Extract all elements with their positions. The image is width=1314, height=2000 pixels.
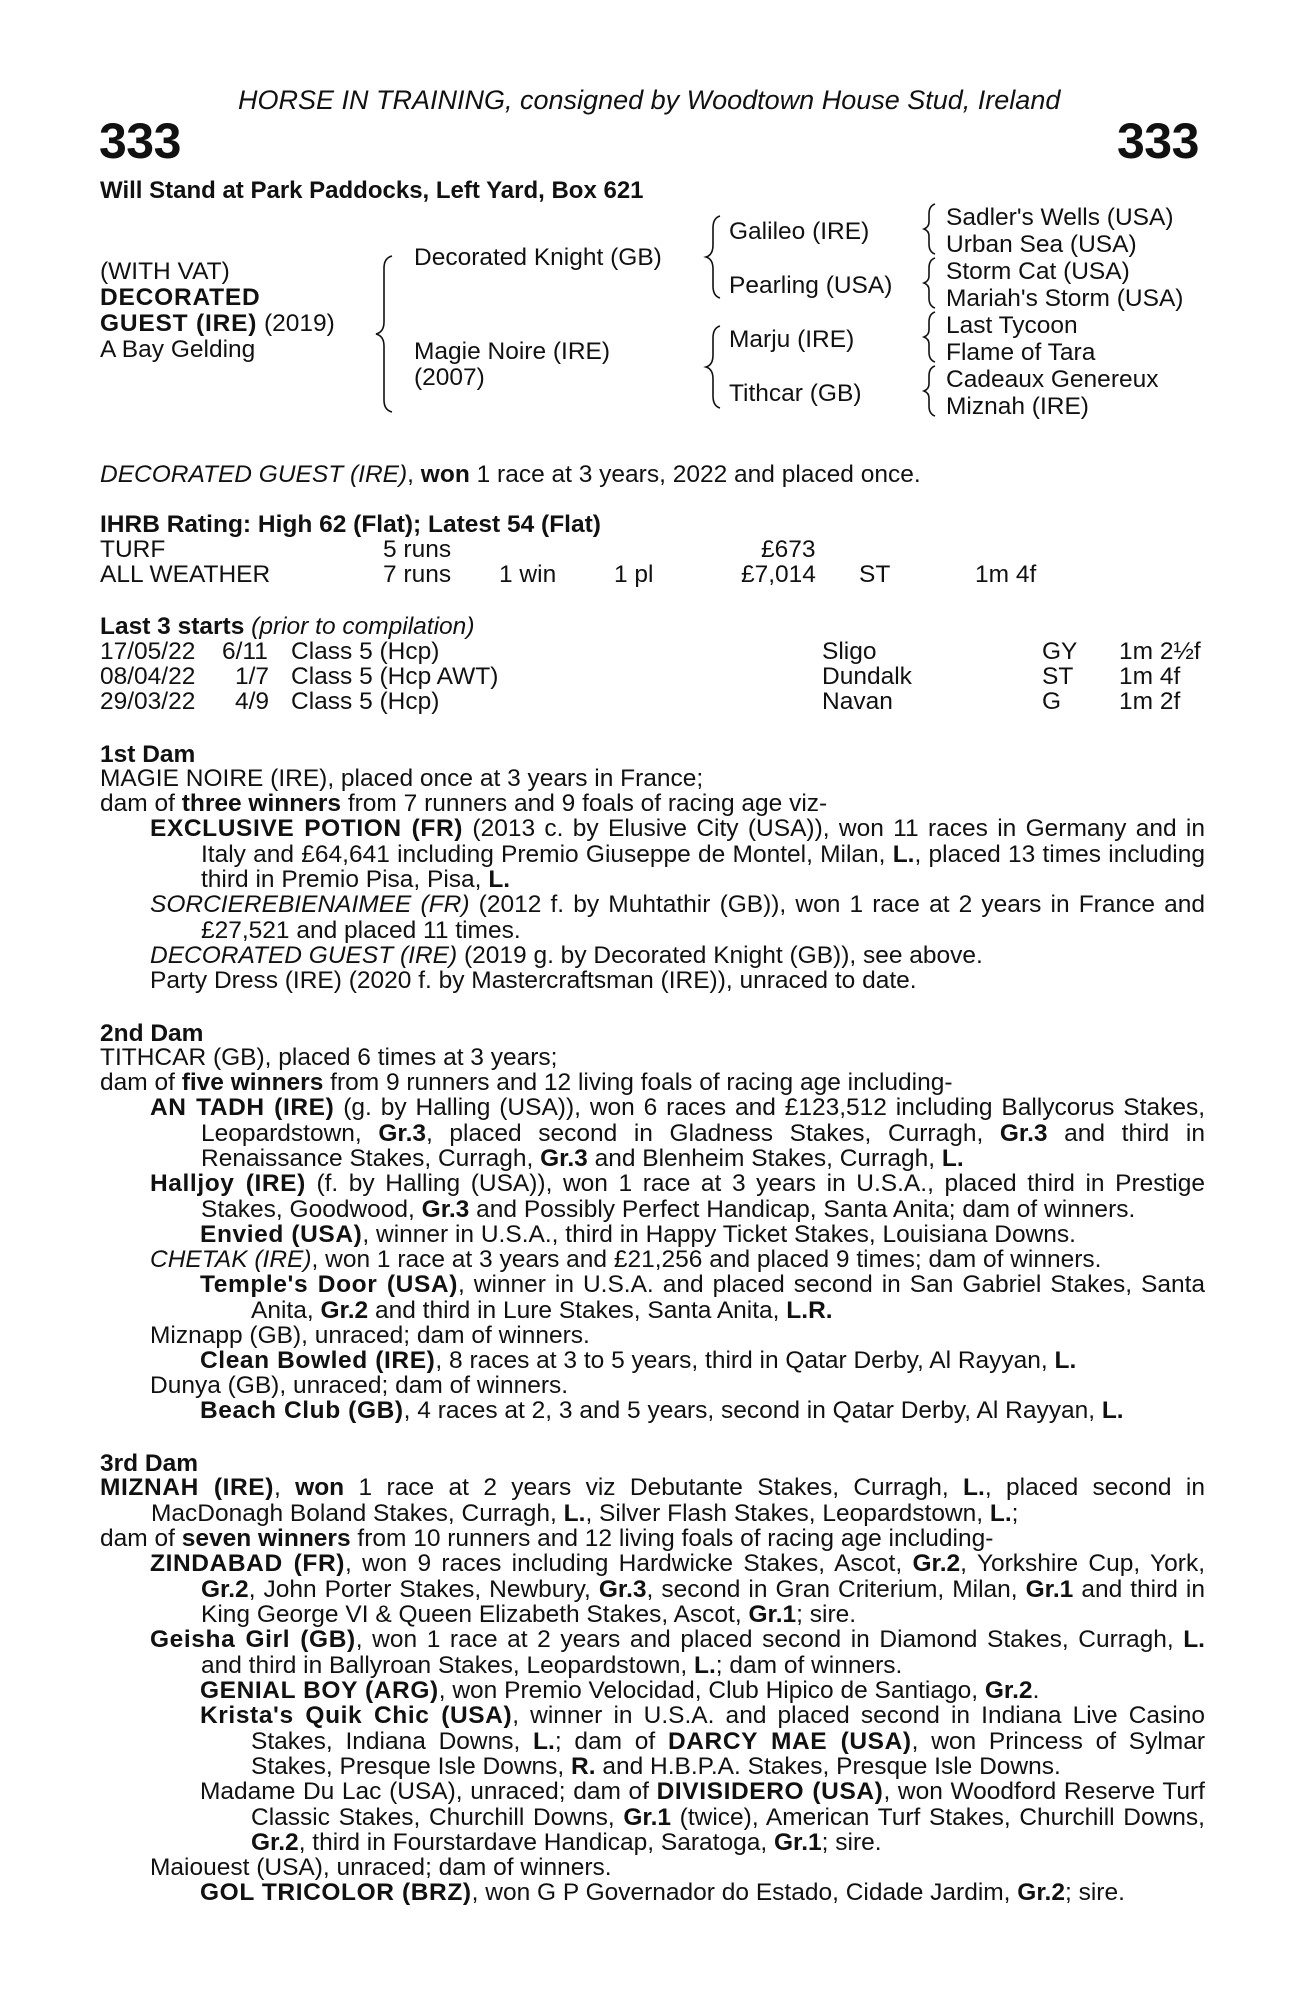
- rating-surface: TURF: [100, 536, 166, 563]
- produce-temples-door: Temple's Door (USA), winner in U.S.A. and placed second in San Gabriel Stakes, Santa Anita, Gr.2 and third in Lure Stakes, Santa Anita, L.R.: [200, 1271, 1206, 1324]
- third-dam-produce: dam of seven winners from 10 runners and 12 living foals of racing age including-: [100, 1525, 994, 1552]
- second-dam-intro: TITHCAR (GB), placed 6 times at 3 years;: [100, 1044, 558, 1071]
- pedigree-sire: Decorated Knight (GB): [414, 244, 662, 271]
- produce-chetak: CHETAK (IRE), won 1 race at 3 years and £21,256 and placed 9 times; dam of winners.: [150, 1246, 1102, 1273]
- produce-an-tadh: AN TADH (IRE) (g. by Halling (USA)), won 6 races and £123,512 including Ballycorus Stakes, Leopardstown, Gr.3, placed second in Gladness Stakes, Curragh, Gr.3 and third in Renaissance Stakes, Curragh, Gr.3 and Blenheim Stakes, Curragh, L.: [150, 1094, 1206, 1172]
- produce-party-dress: Party Dress (IRE) (2020 f. by Mastercraftsman (IRE)), unraced to date.: [150, 967, 917, 994]
- pedigree-dam: [414, 339, 610, 391]
- produce-maiouest: Maiouest (USA), unraced; dam of winners.: [150, 1854, 612, 1881]
- summary-won: won: [420, 461, 470, 488]
- consignor-header: HORSE IN TRAINING, consigned by Woodtown House Stud, Ireland: [238, 85, 1061, 115]
- rating-runs: 7 runs: [383, 561, 452, 588]
- start-distance: 1m 2½f: [1119, 638, 1201, 665]
- pedigree-g5: Last Tycoon: [946, 312, 1078, 339]
- horse-name-part2: GUEST (IRE): [100, 310, 258, 337]
- produce-decorated-guest: DECORATED GUEST (IRE) (2019 g. by Decorated Knight (GB)), see above.: [150, 942, 983, 969]
- produce-halljoy: Halljoy (IRE) (f. by Halling (USA)), won 1 race at 3 years in U.S.A., placed third in Prestige Stakes, Goodwood, Gr.3 and Possibly Perfect Handicap, Santa Anita; dam of winners.: [150, 1170, 1205, 1223]
- last-starts-title: [100, 614, 474, 640]
- pedigree-g8: Miznah (IRE): [946, 393, 1089, 420]
- produce-miznapp: Miznapp (GB), unraced; dam of winners.: [150, 1322, 590, 1349]
- first-dam-heading: 1st Dam: [100, 741, 196, 768]
- start-distance: 1m 4f: [1119, 663, 1181, 690]
- rating-going: ST: [859, 561, 891, 588]
- pedigree-g2: Urban Sea (USA): [946, 231, 1137, 258]
- rating-earnings: £7,014: [741, 561, 816, 588]
- start-going: ST: [1042, 663, 1074, 690]
- summary-rest: 1 race at 3 years, 2022 and placed once.: [469, 461, 921, 488]
- last-starts-subtitle: (prior to compilation): [251, 613, 475, 640]
- pedigree-dam-dam: Tithcar (GB): [729, 380, 862, 407]
- rating-earnings: £673: [761, 536, 816, 563]
- rating-placed: 1 pl: [614, 561, 654, 588]
- summary-horse-name: DECORATED GUEST (IRE): [100, 461, 408, 488]
- produce-madame-du-lac: Madame Du Lac (USA), unraced; dam of DIVISIDERO (USA), won Woodford Reserve Turf Classic Stakes, Churchill Downs, Gr.1 (twice), American Turf Stakes, Churchill Downs, Gr.2, third in Fourstardave Handicap, Saratoga, Gr.1; sire.: [200, 1778, 1205, 1856]
- start-course: Sligo: [822, 638, 877, 665]
- stand-location: Will Stand at Park Paddocks, Left Yard, Box 621: [100, 177, 644, 204]
- rating-wins: 1 win: [499, 561, 557, 588]
- start-position: 6/11: [222, 638, 268, 665]
- produce-zindabad: ZINDABAD (FR), won 9 races including Hardwicke Stakes, Ascot, Gr.2, Yorkshire Cup, York, Gr.2, John Porter Stakes, Newbury, Gr.3, second in Gran Criterium, Milan, Gr.1 and third in King George VI & Queen Elizabeth Stakes, Ascot, Gr.1; sire.: [150, 1550, 1205, 1628]
- start-course: Navan: [822, 688, 893, 715]
- rating-distance: 1m 4f: [975, 561, 1037, 588]
- vat-note: (WITH VAT): [100, 258, 230, 285]
- start-position: 1/7: [235, 663, 270, 690]
- pedigree-g1: Sadler's Wells (USA): [946, 204, 1174, 231]
- start-going: G: [1042, 688, 1062, 715]
- produce-genial-boy: GENIAL BOY (ARG), won Premio Velocidad, Club Hipico de Santiago, Gr.2.: [200, 1677, 1040, 1704]
- start-date: 29/03/22: [100, 688, 196, 715]
- pedigree-g3: Storm Cat (USA): [946, 258, 1130, 285]
- start-date: 17/05/22: [100, 638, 196, 665]
- race-summary: DECORATED GUEST (IRE), won 1 race at 3 years, 2022 and placed once.: [100, 461, 921, 488]
- winners-count: seven winners: [181, 1525, 351, 1552]
- horse-year: (2019): [263, 310, 335, 337]
- start-course: Dundalk: [822, 663, 912, 690]
- rating-surface: ALL WEATHER: [100, 561, 271, 588]
- pedigree-sire-dam: Pearling (USA): [729, 272, 893, 299]
- produce-envied: Envied (USA), winner in U.S.A., third in Happy Ticket Stakes, Louisiana Downs.: [200, 1221, 1076, 1248]
- rating-runs: 5 runs: [383, 536, 452, 563]
- first-dam-produce: dam of three winners from 7 runners and 9 foals of racing age viz-: [100, 790, 828, 817]
- produce-kristas-quik-chic: Krista's Quik Chic (USA), winner in U.S.A. and placed second in Indiana Live Casino Stakes, Indiana Downs, L.; dam of DARCY MAE (USA), won Princess of Sylmar Stakes, Presque Isle Downs, R. and H.B.P.A. Stakes, Presque Isle Downs.: [200, 1702, 1205, 1780]
- produce-clean-bowled: Clean Bowled (IRE), 8 races at 3 to 5 years, third in Qatar Derby, Al Rayyan, L.: [200, 1347, 1077, 1374]
- produce-dunya: Dunya (GB), unraced; dam of winners.: [150, 1372, 569, 1399]
- produce-sorcierebienaimee: SORCIEREBIENAIMEE (FR) (2012 f. by Muhtathir (GB)), won 1 race at 2 years in France and £27,521 and placed 11 times.: [150, 891, 1205, 944]
- pedigree-g4: Mariah's Storm (USA): [946, 285, 1184, 312]
- start-race: Class 5 (Hcp): [291, 688, 440, 715]
- pedigree-dam-name: Magie Noire (IRE): [414, 338, 611, 365]
- produce-beach-club: Beach Club (GB), 4 races at 2, 3 and 5 years, second in Qatar Derby, Al Rayyan, L.: [200, 1397, 1124, 1424]
- first-dam-intro: MAGIE NOIRE (IRE), placed once at 3 years in France;: [100, 765, 704, 792]
- pedigree-g7: Cadeaux Genereux: [946, 366, 1159, 393]
- pedigree-g6: Flame of Tara: [946, 339, 1096, 366]
- rating-title: IHRB Rating: High 62 (Flat); Latest 54 (Flat): [100, 511, 601, 538]
- last-starts-label: Last 3 starts: [100, 613, 245, 640]
- lot-number-right: 333: [1117, 113, 1199, 169]
- produce-gol-tricolor: GOL TRICOLOR (BRZ), won G P Governador do Estado, Cidade Jardim, Gr.2; sire.: [200, 1879, 1125, 1906]
- start-race: Class 5 (Hcp): [291, 638, 440, 665]
- horse-description: A Bay Gelding: [100, 336, 256, 363]
- start-race: Class 5 (Hcp AWT): [291, 663, 499, 690]
- produce-geisha-girl: Geisha Girl (GB), won 1 race at 2 years and placed second in Diamond Stakes, Curragh, L. and third in Ballyroan Stakes, Leopardstown, L.; dam of winners.: [150, 1626, 1205, 1679]
- third-dam-intro: MIZNAH (IRE), won 1 race at 2 years viz Debutante Stakes, Curragh, L., placed second in MacDonagh Boland Stakes, Curragh, L., Silver Flash Stakes, Leopardstown, L.;: [100, 1474, 1205, 1527]
- pedigree-dam-year: (2007): [414, 364, 485, 391]
- start-date: 08/04/22: [100, 663, 196, 690]
- pedigree-sire-sire: Galileo (IRE): [729, 218, 870, 245]
- pedigree-dam-sire: Marju (IRE): [729, 326, 855, 353]
- horse-name-line1: DECORATED: [100, 284, 261, 311]
- start-position: 4/9: [235, 688, 270, 715]
- winners-count: five winners: [181, 1069, 324, 1096]
- lot-number-left: 333: [99, 113, 181, 169]
- winners-count: three winners: [181, 790, 342, 817]
- start-distance: 1m 2f: [1119, 688, 1181, 715]
- produce-exclusive-potion: EXCLUSIVE POTION (FR) (2013 c. by Elusive City (USA)), won 11 races in Germany and in Italy and £64,641 including Premio Giuseppe de Montel, Milan, L., placed 13 times including third in Premio Pisa, Pisa, L.: [150, 815, 1206, 893]
- second-dam-produce: dam of five winners from 9 runners and 12 living foals of racing age including-: [100, 1069, 953, 1096]
- second-dam-heading: 2nd Dam: [100, 1020, 204, 1047]
- start-going: GY: [1042, 638, 1078, 665]
- third-dam-heading: 3rd Dam: [100, 1450, 199, 1477]
